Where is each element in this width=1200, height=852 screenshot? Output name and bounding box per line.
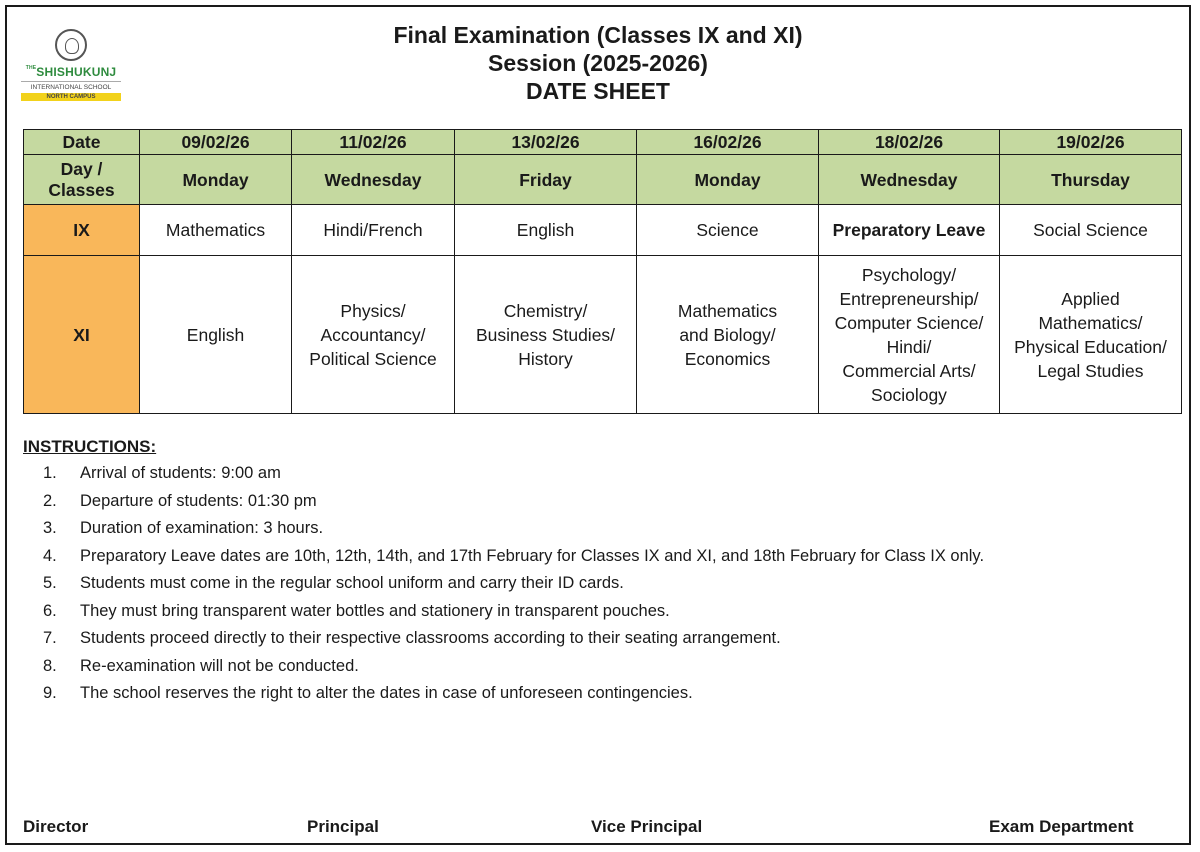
instruction-item: [23, 460, 1183, 488]
instruction-text: Re-examination will not be conducted.: [80, 656, 359, 675]
instruction-item: [23, 625, 1183, 653]
subject-cell: [455, 256, 637, 414]
day-row: [24, 155, 1182, 205]
instruction-number: 5.: [43, 574, 57, 592]
subject-line: Legal Studies: [1037, 360, 1144, 381]
subject-line: and Biology/: [679, 324, 776, 345]
signature-principal: Principal: [307, 817, 379, 836]
subject-line: Psychology/: [861, 264, 957, 285]
subject-cell: [140, 256, 292, 414]
date-sheet-table: [23, 129, 1182, 414]
subject-line: Hindi/: [886, 336, 932, 357]
instruction-text: Arrival of students: 9:00 am: [80, 464, 281, 482]
subject-line: History: [518, 348, 573, 369]
class-label: XI: [24, 256, 140, 414]
day-cell: Wednesday: [292, 155, 455, 205]
instruction-item: [23, 653, 1183, 681]
class-label: IX: [24, 205, 140, 256]
subject-line: Physics/: [340, 300, 406, 321]
day-classes-label: [24, 155, 140, 205]
exam-title: Final Examination (Classes IX and XI): [393, 22, 803, 48]
subject-line: Sociology: [871, 384, 947, 405]
subject-line: Computer Science/: [834, 312, 984, 333]
subject-cell: [637, 256, 819, 414]
instruction-number: 8.: [43, 656, 57, 675]
instruction-item: [23, 515, 1183, 543]
instruction-number: 9.: [43, 684, 57, 702]
session-title: Session (2025-2026): [488, 50, 708, 76]
date-label: Date: [24, 130, 140, 155]
date-cell: 18/02/26: [819, 130, 1000, 155]
school-subtitle: INTERNATIONAL SCHOOL: [21, 81, 121, 91]
instructions-heading: INSTRUCTIONS:: [23, 437, 157, 456]
instruction-item: [23, 570, 1183, 598]
signature-vice-principal: Vice Principal: [591, 817, 703, 836]
subject-line: English: [186, 324, 245, 345]
subject-cell: Mathematics: [140, 205, 292, 256]
subject-line: Chemistry/: [503, 300, 588, 321]
subject-cell: Preparatory Leave: [819, 205, 1000, 256]
instruction-text: Departure of students: 01:30 pm: [80, 491, 317, 510]
instruction-text: Duration of examination: 3 hours.: [80, 519, 324, 537]
instruction-text: They must bring transparent water bottles and stationery in transparent pouches.: [80, 601, 670, 620]
subject-line: Physical Education/: [1014, 336, 1167, 357]
instruction-text: Students proceed directly to their respective classrooms according to their seating arrangement.: [80, 629, 781, 647]
date-row: [24, 130, 1182, 155]
subject-cell: Hindi/French: [292, 205, 455, 256]
instruction-item: [23, 543, 1183, 571]
instruction-text: The school reserves the right to alter the dates in case of unforeseen contingencies.: [80, 684, 693, 702]
class-ix-row: [24, 205, 1182, 256]
instruction-text: Students must come in the regular school uniform and carry their ID cards.: [80, 574, 624, 592]
class-xi-row: [24, 256, 1182, 414]
instruction-item: [23, 488, 1183, 516]
campus-label: NORTH CAMPUS: [21, 93, 121, 101]
subject-cell: [1000, 256, 1182, 414]
signature-exam-department: Exam Department: [989, 817, 1134, 836]
date-cell: 16/02/26: [637, 130, 819, 155]
instruction-number: 2.: [43, 491, 57, 510]
subject-cell: English: [455, 205, 637, 256]
day-cell: Wednesday: [819, 155, 1000, 205]
instructions-section: [23, 437, 1183, 708]
date-cell: 11/02/26: [292, 130, 455, 155]
subject-cell: Social Science: [1000, 205, 1182, 256]
day-cell: Monday: [637, 155, 819, 205]
instruction-number: 7.: [43, 629, 57, 647]
subject-cell: [819, 256, 1000, 414]
date-cell: 13/02/26: [455, 130, 637, 155]
subject-line: Applied: [1061, 288, 1120, 309]
brand-prefix: THE: [25, 65, 37, 71]
signature-director: Director: [23, 817, 89, 836]
subject-line: Business Studies/: [475, 324, 616, 345]
instruction-number: 4.: [43, 546, 57, 565]
instruction-text: Preparatory Leave dates are 10th, 12th, 14th, and 17th February for Classes IX and XI, and 18th February for Class IX only.: [80, 546, 985, 565]
instruction-number: 1.: [43, 464, 57, 482]
day-cell: Monday: [140, 155, 292, 205]
subject-line: Political Science: [309, 348, 437, 369]
subject-line: Accountancy/: [320, 324, 426, 345]
subject-line: Mathematics: [677, 300, 778, 321]
subject-line: Economics: [684, 348, 771, 369]
date-cell: 09/02/26: [140, 130, 292, 155]
instruction-item: [23, 598, 1183, 626]
day-classes-text: Day / Classes: [48, 158, 115, 200]
date-cell: 19/02/26: [1000, 130, 1182, 155]
subject-line: Mathematics/: [1038, 312, 1143, 333]
brand-name: SHISHUKUNJ: [36, 65, 117, 79]
instruction-number: 6.: [43, 601, 57, 620]
subject-cell: Science: [637, 205, 819, 256]
day-cell: Friday: [455, 155, 637, 205]
instruction-number: 3.: [43, 519, 57, 537]
subject-cell: [292, 256, 455, 414]
subject-line: Entrepreneurship/: [839, 288, 979, 309]
instructions-list: [23, 460, 1183, 708]
date-sheet-page: [5, 5, 1191, 845]
instruction-item: [23, 680, 1183, 708]
day-cell: Thursday: [1000, 155, 1182, 205]
subject-line: Commercial Arts/: [842, 360, 976, 381]
page-header: [7, 21, 1189, 105]
date-sheet-title: DATE SHEET: [526, 78, 670, 104]
